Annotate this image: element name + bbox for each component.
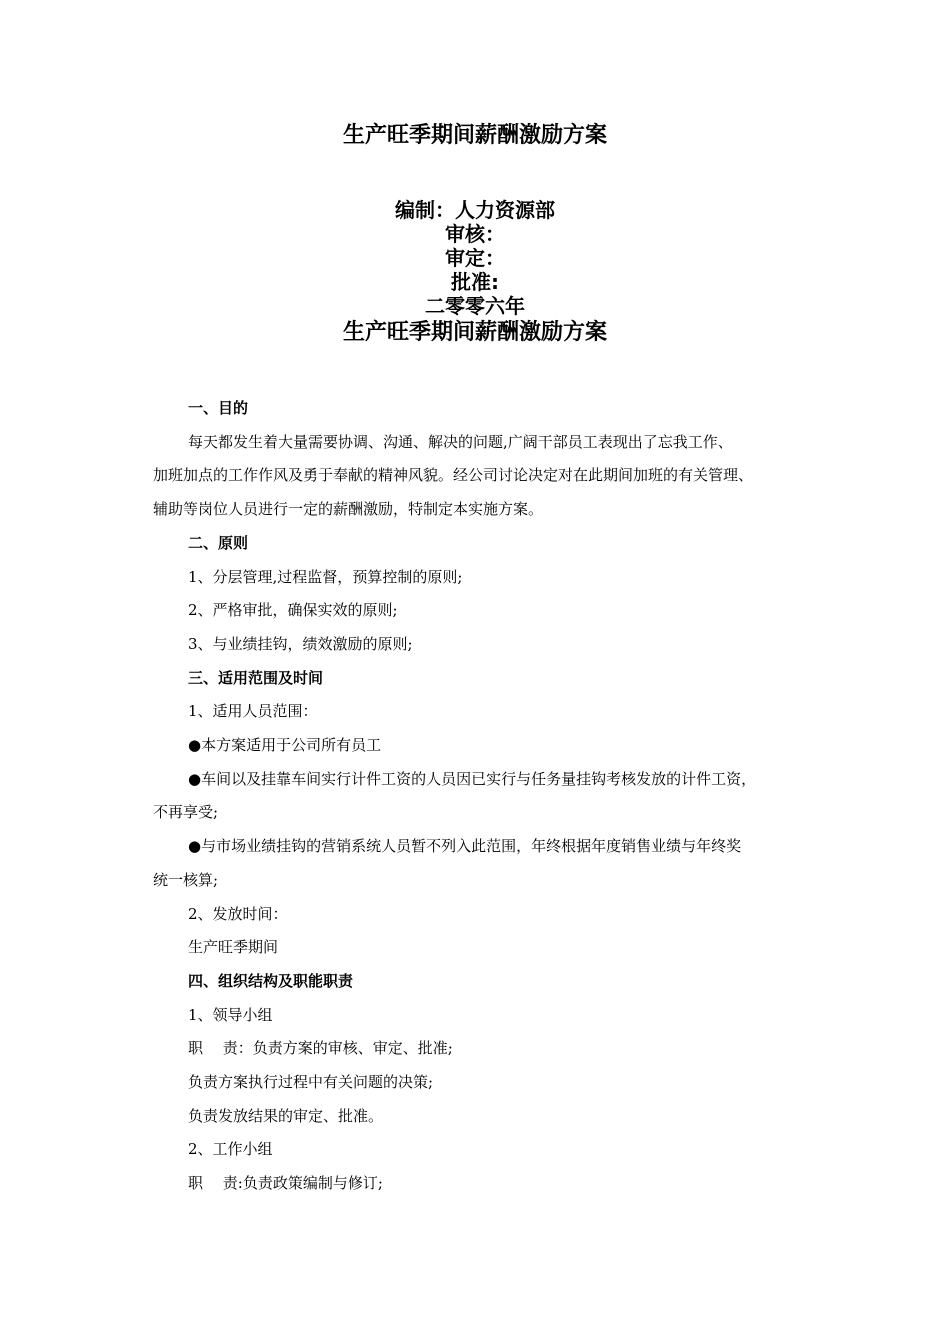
section-heading: 一、目的	[188, 399, 249, 417]
reviewed-by: 审核：	[445, 222, 505, 246]
document-title: 生产旺季期间薪酬激励方案	[342, 123, 607, 148]
paragraph-line: 加班加点的工作作风及勇于奉献的精神风貌。经公司讨论决定对在此期间加班的有关管理、	[153, 466, 754, 485]
duty-line: 负责发放结果的审定、批准。	[188, 1106, 384, 1125]
document-body	[153, 392, 823, 1201]
paragraph-line: 统一核算;	[153, 870, 219, 889]
list-item: 2、严格审批，确保实效的原则;	[188, 601, 398, 620]
compiled-by: 编制：人力资源部	[395, 198, 555, 222]
paragraph-line: 每天都发生着大量需要协调、沟通、解决的问题,广阔干部员工表现出了忘我工作、	[188, 432, 733, 451]
bullet-item: ●与市场业绩挂钩的营销系统人员暂不列入此范围，年终根据年度销售业绩与年终奖	[188, 837, 742, 856]
list-item: 3、与业绩挂钩，绩效激励的原则;	[188, 634, 413, 653]
paragraph-line: 辅助等岗位人员进行一定的薪酬激励，特制定本实施方案。	[153, 500, 544, 519]
paragraph-line: 不再享受;	[153, 803, 219, 822]
cover-year: 二零零六年	[425, 294, 525, 318]
bullet-item: ●车间以及挂靠车间实行计件工资的人员因已实行与任务量挂钩考核发放的计件工资，	[188, 769, 757, 788]
list-item: 1、分层管理,过程监督，预算控制的原则;	[188, 567, 463, 586]
document-title-repeat: 生产旺季期间薪酬激励方案	[342, 320, 607, 345]
list-item: 1、领导小组	[188, 1005, 273, 1024]
section-heading: 四、组织结构及职能职责	[188, 971, 354, 990]
duty-line: 负责方案执行过程中有关问题的决策;	[188, 1073, 434, 1092]
section-heading: 三、适用范围及时间	[188, 668, 324, 687]
paragraph-line: 生产旺季期间	[188, 938, 279, 957]
duty-line: 职 责:负责政策编制与修订;	[188, 1174, 383, 1193]
approved-by: 批准:	[451, 270, 499, 294]
determined-by: 审定：	[445, 246, 505, 270]
list-item: 2、发放时间：	[188, 904, 288, 923]
list-item: 1、适用人员范围：	[188, 702, 318, 721]
cover-info	[0, 198, 950, 318]
bullet-item: ●本方案适用于公司所有员工	[188, 736, 382, 755]
list-item: 2、工作小组	[188, 1140, 273, 1159]
section-heading: 二、原则	[188, 533, 249, 552]
duty-line: 职 责：负责方案的审核、审定、批准;	[188, 1039, 453, 1058]
